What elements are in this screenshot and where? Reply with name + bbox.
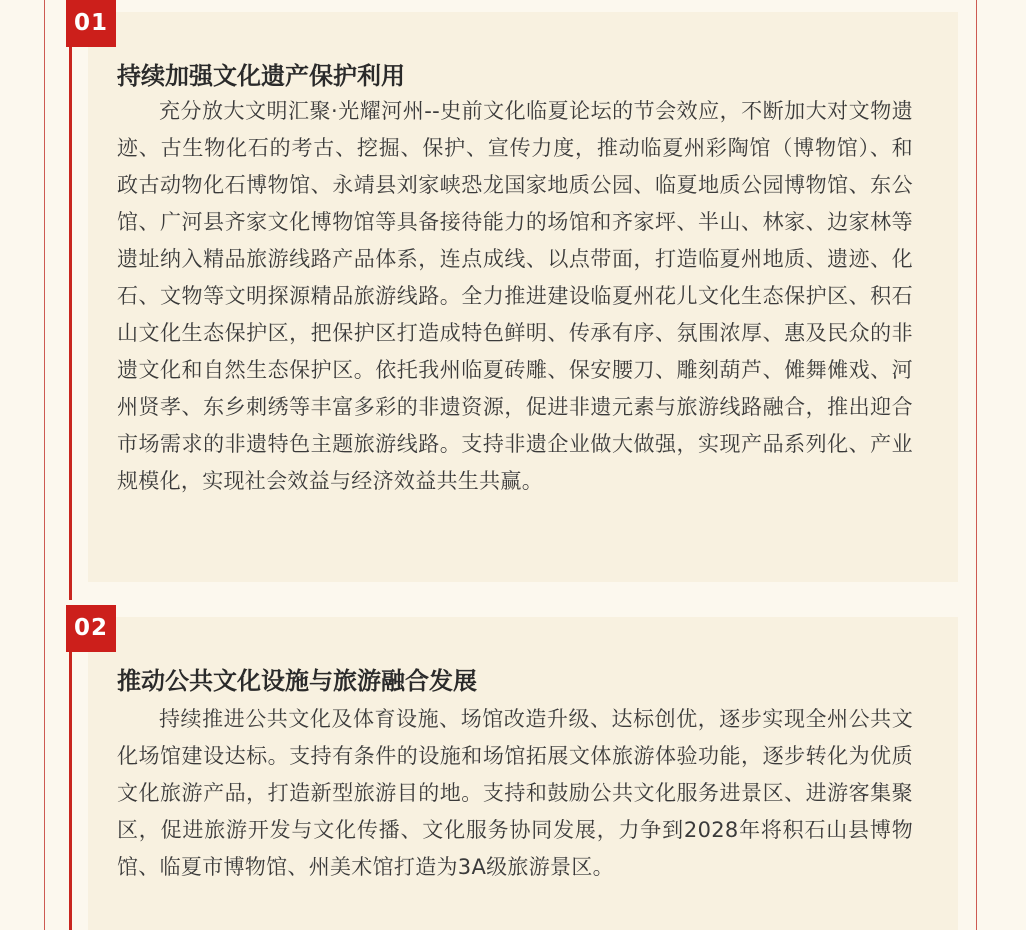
section-body-02: 持续推进公共文化及体育设施、场馆改造升级、达标创优，逐步实现全州公共文化场馆建设达标。支持有条件的设施和场馆拓展文体旅游体验功能，逐步转化为优质文化旅游产品，打造新型旅游目的地。支持和鼓励公共文化服务进景区、进游客集聚区，促进旅游开发与文化传播、文化服务协同发展，力争到2028年将积石山县博物馆、临夏市博物馆、州美术馆打造为3A级旅游景区。 [117, 707, 913, 879]
section-accent-bar-02 [69, 650, 72, 930]
section-body-01: 充分放大文明汇聚·光耀河州--史前文化临夏论坛的节会效应，不断加大对文物遗迹、古生物化石的考古、挖掘、保护、宣传力度，推动临夏州彩陶馆（博物馆）、和政古动物化石博物馆、永靖县刘家峡恐龙国家地质公园、临夏地质公园博物馆、东公馆、广河县齐家文化博物馆等具备接待能力的场馆和齐家坪、半山、林家、边家林等遗址纳入精品旅游线路产品体系，连点成线、以点带面，打造临夏州地质、遗迹、化石、文物等文明探源精品旅游线路。全力推进建设临夏州花儿文化生态保护区、积石山文化生态保护区，把保护区打造成特色鲜明、传承有序、氛围浓厚、惠及民众的非遗文化和自然生态保护区。依托我州临夏砖雕、保安腰刀、雕刻葫芦、傩舞傩戏、河州贤孝、东乡刺绣等丰富多彩的非遗资源，促进非遗元素与旅游线路融合，推出迎合市场需求的非遗特色主题旅游线路。支持非遗企业做大做强，实现产品系列化、产业规模化，实现社会效益与经济效益共生共赢。 [117, 99, 913, 493]
section-accent-bar-01 [69, 40, 72, 600]
section-title-01: 持续加强文化遗产保护利用 [117, 62, 405, 90]
section-title-02: 推动公共文化设施与旅游融合发展 [117, 667, 477, 695]
left-frame-line [44, 0, 45, 930]
section-number-badge-02: 02 [66, 605, 116, 652]
right-frame-line [976, 0, 977, 930]
section-number-badge-01: 01 [66, 0, 116, 47]
